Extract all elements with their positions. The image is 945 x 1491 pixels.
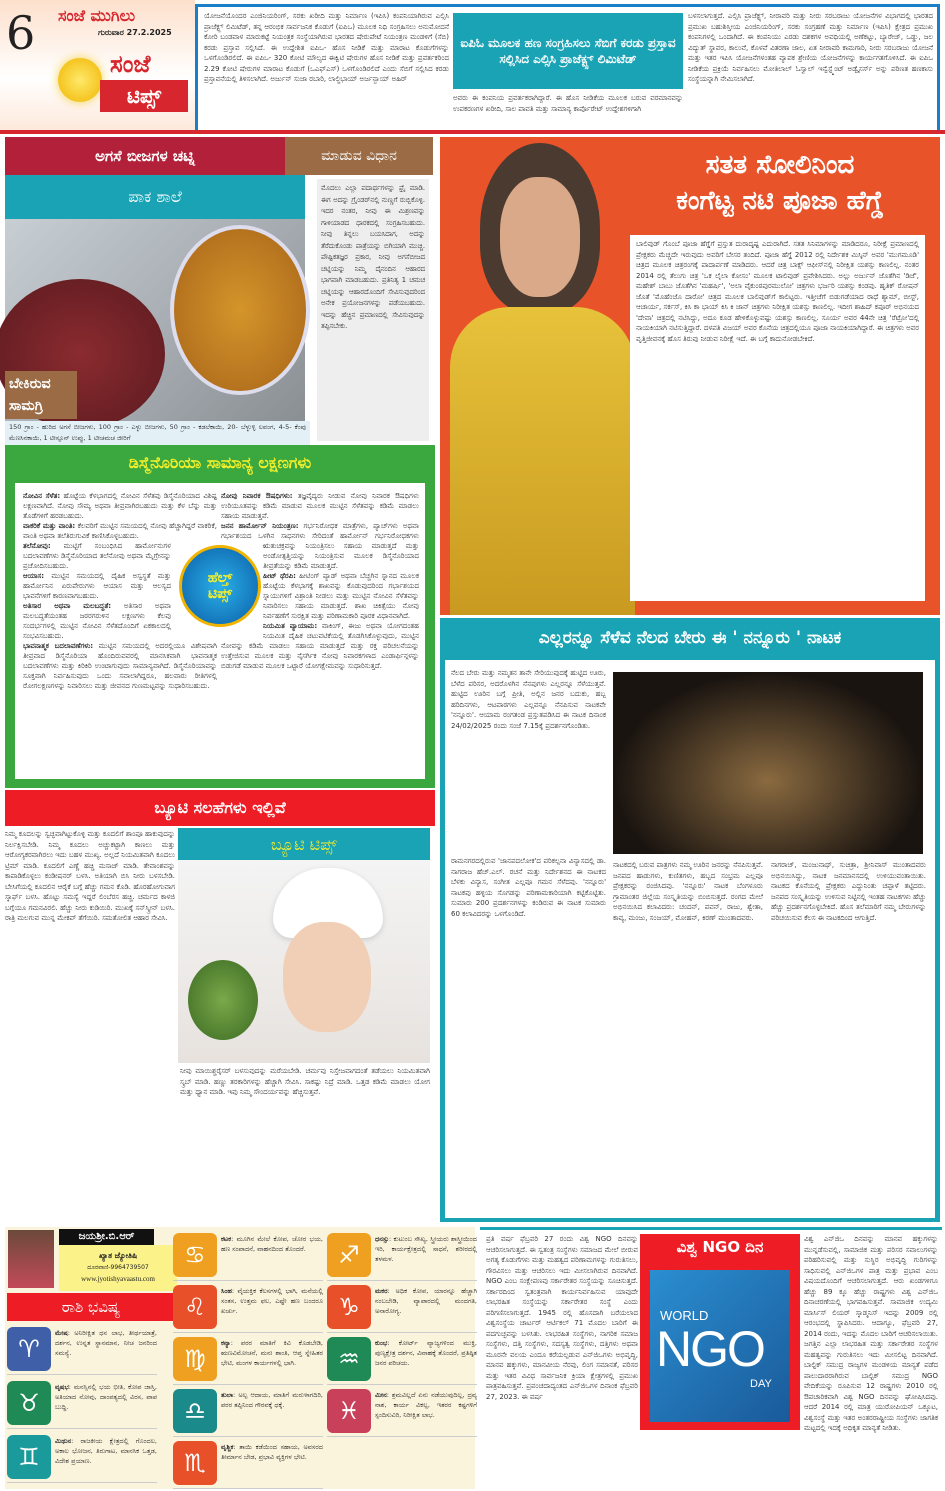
recipe-method-text: ಮೊದಲು ಎಲ್ಲಾ ಪದಾರ್ಥಗಳನ್ನು ಫ್ರೈ ಮಾಡಿ. ಈಗ ಅದನ್ನು ಗ್ರೈಂಡರ್‌ನಲ್ಲಿ ನುಣ್ಣಗೆ ರುಬ್ಬಿಕೊಳ್ಳಿ. ಇದರ ನಂತರ, ನೀವು ಈ ಮಿಶ್ರಣವನ್ನು ಗಾಳಿಯಾಡದ ಧಾರಕದಲ್ಲಿ ಸಂಗ್ರಹಿಸಬಹುದು. ನೀವು ತಿನ್ನಲು ಬಯಸಿದಾಗ, ಅದನ್ನು ತೆರೆದುಕೊಂಡು ಪಾತ್ರೆಯನ್ನು ಬಿಗಿಯಾಗಿ ಮುಚ್ಚಿ. ಪೌಷ್ಟಿಕತಜ್ಞರ ಪ್ರಕಾರ, ನೀವು ಅಗಸೆಬೀಜದ ಚಟ್ನಿಯನ್ನು ನಿಮ್ಮ ದೈನಂದಿನ ಆಹಾರದ ಭಾಗವಾಗಿ ಮಾಡಬಹುದು. ಪ್ರತಿನಿತ್ಯ 1 ಚಮಚ ಚಟ್ನಿಯನ್ನು ಆಹಾರದೊಂದಿಗೆ ಸೇವಿಸುವುದರಿಂದ ಅನೇಕ ಪ್ರಯೋಜನಗಳನ್ನು ಪಡೆಯಬಹುದು. ಇದನ್ನು ಹೆಚ್ಚಿನ ಪ್ರಮಾಣದಲ್ಲಿ ಸೇವಿಸುವುದನ್ನು ತಪ್ಪಿಸಬೇಕು. <box>317 179 429 441</box>
astrologer-name: ಜಯಶ್ರೀ.ಬಿ.ಆರ್ <box>59 1229 154 1245</box>
zodiac-prediction: ರಾಜಕೀಯ ಕ್ಷೇತ್ರದಲ್ಲಿ ಗೊಂದಲ, ಅಕಾಲ ಭೋಜನ, ತಿರುಗಾಟ, ಮಾನಸಿಕ ಒತ್ತಡ, ವಿದೇಶ ಪ್ರಯಾಣ. <box>55 1437 157 1465</box>
zodiac-name: ಮೇಷ <box>55 1329 68 1337</box>
zodiac-6-icon: ♎ <box>173 1389 217 1433</box>
zodiac-name: ಮೀನ <box>375 1391 387 1399</box>
drama-col-3: ನಾಗರಾಜ್, ಮಂಜುನಾಥ್, ಸುಚಿತ್ರಾ, ಶ್ರೀನಿವಾಸ್ ಮುಂತಾದವರು ಅಭಿನಯಿಸಿದ್ದು, ನಾಟಕ ಜನಮಾನಸದಲ್ಲಿ ಉಳಿಯುವಂತಾಯಿತು. ನಾಟಕದ ಕೊನೆಯಲ್ಲಿ ಪ್ರೇಕ್ಷಕರು ಎದ್ದುನಿಂತು ಚಪ್ಪಾಳೆ ತಟ್ಟಿದರು. ಜನಪದ ಸಂಸ್ಕೃತಿಯನ್ನು ಉಳಿಸುವ ನಿಟ್ಟಿನಲ್ಲಿ ಇಂತಹ ನಾಟಕಗಳು ಹೆಚ್ಚು ಹೆಚ್ಚು ಪ್ರದರ್ಶನಗೊಳ್ಳಬೇಕಿದೆ. ಹೊಸ ತಲೆಮಾರಿಗೆ ನಮ್ಮ ಬೇರುಗಳನ್ನು ಪರಿಚಯಿಸುವ ಕೆಲಸ ಈ ನಾಟಕದಿಂದ ಆಗುತ್ತಿದೆ. <box>771 861 926 922</box>
horoscope-section <box>5 1227 475 1489</box>
zodiac-prediction: ಕುಟುಂಬ ಸೌಖ್ಯ, ಸ್ತ್ರೀಯರು ಶಾಸ್ತ್ರೀಯಿಂದ ಇರಿ, ಕಾರ್ಯಕ್ಷೇತ್ರದಲ್ಲಿ ಸಾಧನೆ, ಶರೀರದಲ್ಲಿ ತಳಮಳ. <box>375 1235 477 1263</box>
horoscope-item: ♉ ವೃಷಭ: ಮನಸ್ಸಿನಲ್ಲಿ ಭಯ ಭೀತಿ, ಕೋಪ ಜಾಸ್ತಿ, ಅತಿಯಾದ ನೋವು, ದಾಂಪತ್ಯದಲ್ಲಿ ವಿರಸ, ಪಾಪ ಬುದ್ಧಿ. <box>7 1379 157 1429</box>
horoscope-item: ♑ ಮಕರ: ಅಧಿಕ ಕೋಪ, ಯಾರನ್ನೂ ಹೆಚ್ಚಾಗಿ ನಂಬಬೇಡಿ, ವ್ಯಾಪಾರದಲ್ಲಿ ಮಂದಗತಿ, ಅನಾರೋಗ್ಯ. <box>327 1283 477 1333</box>
zodiac-name: ವೃಶ್ಚಿಕ <box>221 1443 234 1451</box>
zodiac-name: ತುಲಾ <box>221 1391 234 1399</box>
zodiac-1-icon: ♉ <box>7 1381 51 1425</box>
zodiac-8-icon: ♐ <box>327 1233 371 1277</box>
zodiac-prediction: ಮೂಗಿನ ಮೇಲೆ ಕೋಪ, ಚೋರ ಭಯ, ಹಣ ಸಂಪಾದನೆ, ವಾಹನದಿಂದ ತೊಂದರೆ. <box>221 1235 323 1253</box>
horoscope-item: ♋ ಕಟಕ: ಮೂಗಿನ ಮೇಲೆ ಕೋಪ, ಚೋರ ಭಯ, ಹಣ ಸಂಪಾದನೆ, ವಾಹನದಿಂದ ತೊಂದರೆ. <box>173 1231 323 1281</box>
zodiac-4-icon: ♌ <box>173 1285 217 1329</box>
recipe-method-title: ಮಾಡುವ ವಿಧಾನ <box>285 137 433 175</box>
horoscope-item: ♍ ಕನ್ಯಾ: ಪರರ ಮಾತಿಗೆ ಕಿವಿ ಕೊಡಬೇಡಿ, ಋಣವಿಮೋಚನೆ, ಮನಃ ಶಾಂತಿ, ಆಪ್ತ ಸ್ನೇಹಿತರ ಭೇಟಿ, ಮಂಗಳ ಕಾರ್ಯಗಳಲ್ಲಿ ಭಾಗಿ. <box>173 1335 323 1385</box>
zodiac-10-icon: ♒ <box>327 1337 371 1381</box>
zodiac-prediction: ಮನಸ್ಸಿನಲ್ಲಿ ಭಯ ಭೀತಿ, ಕೋಪ ಜಾಸ್ತಿ, ಅತಿಯಾದ ನೋವು, ದಾಂಪತ್ಯದಲ್ಲಿ ವಿರಸ, ಪಾಪ ಬುದ್ಧಿ. <box>55 1383 157 1411</box>
health-tips-badge: ಹೆಲ್ತ್ ಟಿಪ್ಸ್ <box>179 545 261 627</box>
ipo-col-3: ಬಳಸಲಾಗುತ್ತದೆ. ಎಲ್ಸಿಸಿ ಪ್ರಾಜೆಕ್ಟ್ಸ್, ನೀರಾವರಿ ಮತ್ತು ನೀರು ಸರಬರಾಜು ಯೋಜನೆಗಳ ವಿಭಾಗದಲ್ಲಿ ಭಾರತದ ಪ್ರಮುಖ ಬಹುಶಿಸ್ತೀಯ ಎಂಜಿನಿಯರಿಂಗ್, ಸರಕು ಸಂಗ್ರಹಣೆ ಮತ್ತು ನಿರ್ಮಾಣ (ಇಪಿಸಿ) ಕ್ಷೇತ್ರದ ಪ್ರಮುಖ ಕಂಪನಿಗಳಲ್ಲಿ ಒಂದಾಗಿದೆ. ಈ ಕಂಪನಿಯು ಎರಡು ದಶಕಗಳ ಅವಧಿಯಲ್ಲಿ ಅಣೆಕಟ್ಟು, ಬ್ಯಾರೇಜ್, ಒಡ್ಡು, ಜಲ ವಿದ್ಯುತ್ ಸ್ಥಾವರ, ಕಾಲುವೆ, ಕೊಳವೆ ವಿತರಣಾ ಜಾಲ, ಏತ ನೀರಾವರಿ ಕಾಮಗಾರಿ, ನೀರು ಸರಬರಾಜು ಯೋಜನೆ ಮತ್ತು ಇತರ ಇಪಿಸಿ ಯೋಜನೆಗಳಂತಹ ವ್ಯಾಪಕ ಶ್ರೇಣಿಯ ಯೋಜನೆಗಳನ್ನು ಕಾರ್ಯಗತಗೊಳಿಸಿದೆ. ಈ ಐಪಿಒ ನೀಡಿಕೆಯ ಪ್ರಕ್ರಿಯೆ ನಿರ್ವಹಿಸಲು ಮೋತಿಲಾಲ್ ಓಸ್ವಾಲ್ ಇನ್ವೆಸ್ಟ್ಮೆಂಟ್ ಅಡ್ವೈಸರ್ಸ್ ಅನ್ನು ಪರಿಣತ ಹಣಕಾಸು ಸಂಸ್ಥೆಯನ್ನಾಗಿ ನೇಮಿಸಲಾಗಿದೆ. <box>688 12 933 83</box>
drama-intro: ನೆಲದ ಬೇರು ಮತ್ತು ನಮ್ಮತನ ತಾನೇ ಸೇರಿಯುವುದಕ್ಕೆ ಹುಟ್ಟಿದ ಊರು, ಬೆಳೆದ ಪರಿಸರ, ಅದರೊಳಗಿನ ನೆನಪುಗಳು ಎಲ್ಲರನ್ನೂ ಸೆಳೆಯುತ್ತವೆ. ಹುಟ್ಟಿದ ಊರಿನ ಬಗ್ಗೆ ಪ್ರೀತಿ, ಅಲ್ಲಿನ ಜನರ ಬದುಕು, ಹಬ್ಬ ಹರಿದಿನಗಳು, ಆಟಪಾಠಗಳು ಎಲ್ಲವನ್ನೂ ನೆನಪಿಸುವ ನಾಟಕವೇ 'ನನ್ನೂರು'. ಆಯಾಮ ರಂಗತಂಡ ಪ್ರಸ್ತುತಪಡಿಸಿದ ಈ ನಾಟಕ ದಿನಾಂಕ 24/02/2025 ರಂದು ಸಂಜೆ 7.15ಕ್ಕೆ ಪ್ರದರ್ಶನಗೊಂಡಿತು. <box>451 669 606 730</box>
ngo-day-graphic: ವಿಶ್ವ NGO ದಿನ WORLD NGO DAY <box>640 1234 800 1430</box>
horoscope-item: ♐ ಧನಸ್ಸು: ಕುಟುಂಬ ಸೌಖ್ಯ, ಸ್ತ್ರೀಯರು ಶಾಸ್ತ್ರೀಯಿಂದ ಇರಿ, ಕಾರ್ಯಕ್ಷೇತ್ರದಲ್ಲಿ ಸಾಧನೆ, ಶರೀರದಲ್ಲಿ ತಳಮಳ. <box>327 1231 477 1281</box>
paper-name: ಸಂಜೆ ಮುಗಿಲು <box>58 6 136 25</box>
zodiac-prediction: ಅನಿರೀಕ್ಷಿತ ಧನ ಲಾಭ, ತೀರ್ಥಯಾತ್ರೆ, ದರ್ಶನ, ಉನ್ನತ ಸ್ಥಾನಮಾನ, ನೀಚ ಜನರಿಂದ ಸಮಸ್ಯೆ. <box>55 1329 157 1357</box>
zodiac-name: ಧನಸ್ಸು <box>375 1235 389 1243</box>
zodiac-name: ಕುಂಭ <box>375 1339 388 1347</box>
health-title: ಡಿಸ್ಮೆನೊರಿಯಾ ಸಾಮಾನ್ಯ ಲಕ್ಷಣಗಳು <box>128 453 312 472</box>
zodiac-name: ಕಟಕ <box>221 1235 232 1243</box>
lightbulb-icon <box>58 58 102 102</box>
actress-headline: ಸತತ ಸೋಲಿನಿಂದ ಕಂಗೆಟ್ಟ ನಟಿ ಪೂಜಾ ಹೆಗ್ಡೆ <box>676 150 884 216</box>
drama-stage-photo <box>613 672 923 854</box>
drama-col-1: ರಾಮನಗರದಲ್ಲಿರುವ 'ಜಾನಪದಲೋಕ'ದ ಪರಿಕಲ್ಪನಾ ವಿನ್ಯಾಸದಲ್ಲಿ ಡಾ. ನಾಗರಾಜ ಹೆಚ್.ಎಲ್. ರಚನೆ ಮತ್ತು ನಿರ್ದೇಶನದ ಈ ನಾಟಕದ ಬೆಳಕು ವಿನ್ಯಾಸ, ಸಂಗೀತ ಎಲ್ಲವೂ ಗಮನ ಸೆಳೆದವು. 'ನನ್ನೂರು' ನಾಟಕವು ಹಳ್ಳಿಯ ಸೊಗಡನ್ನು ಪರಿಣಾಮಕಾರಿಯಾಗಿ ಕಟ್ಟಿಕೊಟ್ಟಿತು. ಸುಮಾರು 200 ಪ್ರದರ್ಶನಗಳನ್ನು ಕಂಡಿರುವ ಈ ನಾಟಕ ಸುಮಾರು 60 ಕಲಾವಿದರನ್ನು ಒಳಗೊಂಡಿದೆ. <box>451 857 606 918</box>
zodiac-prediction: ಅಲ್ಪ ಆದಾಯ, ಮಾತಿಗೆ ಮರುಳಾಗದಿರಿ, ಪರರ ತಪ್ಪಿನಿಂದ ಗೌರವಕ್ಕೆ ಧಕ್ಕೆ. <box>221 1391 323 1409</box>
health-right-col: ನೋವು ನಿವಾರಕ ಔಷಧಿಗಳು: ತಜ್ಞವೈದ್ಯರು ನೀಡುವ ನೋವು ನಿವಾರಕ ಔಷಧಿಗಳು ಉರಿಯೂತವನ್ನು ಕಡಿಮೆ ಮಾಡುವ ಮೂಲಕ ಮುಟ್ಟಿನ ಸೆಳೆತವನ್ನು ಕಡಿಮೆ ಮಾಡಲು ಸಹಾಯ ಮಾಡುತ್ತವೆ. ಜನನ ಹಾರ್ಮೋನ್ ನಿಯಂತ್ರಣ: ಗರ್ಭನಿರೋಧಕ ಮಾತ್ರೆಗಳು, ಪ್ಯಾಚ್‌ಗಳು ಅಥವಾ ಗರ್ಭಾಶಯದ ಒಳಗಿನ ಸಾಧನಗಳು ಸೇರಿದಂತೆ ಹಾರ್ಮೋನ್ ಗರ್ಭನಿರೋಧಕಗಳು ಋತುಚಕ್ರವನ್ನು ನಿಯಂತ್ರಿಸಲು ಸಹಾಯ ಮಾಡುತ್ತದೆ ಮತ್ತು ಅಂಡೋತ್ಪತ್ತಿಯನ್ನು ನಿಯಂತ್ರಿಸುವ ಮೂಲಕ ಡಿಸ್ಮೆನೊರಿಯಾದ ತೀವ್ರತೆಯನ್ನು ಕಡಿಮೆ ಮಾಡುತ್ತದೆ. ಹೀಟ್ ಥೆರಪಿ: ಹೀಟಿಂಗ್ ಪ್ಯಾಡ್ ಅಥವಾ ಬೆಚ್ಚಗಿನ ಸ್ನಾನದ ಮೂಲಕ ಹೊಟ್ಟೆಯ ಕೆಳಭಾಗಕ್ಕೆ ಶಾಖವನ್ನು ಕೊಡುವುದರಿಂದ ಗರ್ಭಾಶಯದ ಸ್ನಾಯುಗಳಿಗೆ ವಿಶ್ರಾಂತಿ ನೀಡಲು ಮತ್ತು ಮುಟ್ಟಿನ ನೋವಿನ ಸೆಳೆತವನ್ನು ನಿವಾರಿಸಲು ಸಹಾಯ ಮಾಡುತ್ತದೆ. ಶಾಖ ಚಿಕಿತ್ಸೆಯು ನೋವು ನಿರ್ವಹಣೆಗೆ ಸುರಕ್ಷಿತ ಮತ್ತು ಪರಿಣಾಮಕಾರಿ ಪೂರಕ ವಿಧಾನವಾಗಿದೆ. ನಿಯಮಿತ ವ್ಯಾಯಾಮ: ವಾಕಿಂಗ್, ಈಜು ಅಥವಾ ಯೋಗದಂತಹ ನಿಯಮಿತ ದೈಹಿಕ ಚಟುವಟಿಕೆಯಲ್ಲಿ ತೊಡಗಿಸಿಕೊಳ್ಳುವುದು, ಮುಟ್ಟಿನ ನೋವನ್ನು ಕಡಿಮೆ ಮಾಡಲು ಸಹಾಯ ಮಾಡುತ್ತದೆ ಮತ್ತು ರಕ್ತ ಪರಿಚಲನೆಯನ್ನು ಉತ್ತೇಜಿಸುವ ಮೂಲಕ ಮತ್ತು ನೈಸರ್ಗಿಕ ನೋವು ನಿವಾರಕಗಳಾದ ಎಂಡಾರ್ಫಿನ್ಗಳನ್ನು ಬಿಡುಗಡೆ ಮಾಡುವ ಮೂಲಕ ಒಟ್ಟಾರೆ ಯೋಗಕ್ಷೇಮವನ್ನು ಸುಧಾರಿಸುತ್ತದೆ. <box>221 492 419 670</box>
recipe-section-label: ಪಾಕ ಶಾಲೆ <box>5 175 305 219</box>
beauty-title: ಬ್ಯೂಟಿ ಸಲಹೆಗಳು ಇಲ್ಲಿವೆ <box>5 790 435 826</box>
horoscope-item: ♊ ಮಿಥುನ: ರಾಜಕೀಯ ಕ್ಷೇತ್ರದಲ್ಲಿ ಗೊಂದಲ, ಅಕಾಲ ಭೋಜನ, ತಿರುಗಾಟ, ಮಾನಸಿಕ ಒತ್ತಡ, ವಿದೇಶ ಪ್ರಯಾಣ. <box>7 1433 157 1483</box>
ingredients-title: ಬೇಕಿರುವ ಸಾಮಗ್ರಿ <box>5 371 77 419</box>
ipo-headline: ಐಪಿಓ ಮೂಲಕ ಹಣ ಸಂಗ್ರಹಿಸಲು ಸೆಬಿಗೆ ಕರಡು ಪ್ರಸ್ತಾವ ಸಲ್ಲಿಸಿದ ಎಲ್ಸಿಸಿ ಪ್ರಾಜೆಕ್ಟ್ಸ್ ಲಿಮಿಟೆಡ್ <box>453 13 683 89</box>
masthead <box>0 0 195 130</box>
zodiac-3-icon: ♋ <box>173 1233 217 1277</box>
beauty-col-2: ನೀವು ಮಾಯಿಶ್ಚರೈಸರ್ ಬಳಸುವುದನ್ನು ಮರೆಯಬೇಡಿ. ಚರ್ಮವು ನಿಸ್ತೇಜವಾಗದಂತೆ ತಡೆಯಲು ನಿಯಮಿತವಾಗಿ ಸ್ಕ್ರಬ್ ಮಾಡಿ. ಹಣ್ಣು ತರಕಾರಿಗಳನ್ನು ಹೆಚ್ಚಾಗಿ ಸೇವಿಸಿ. ಸಾಕಷ್ಟು ನಿದ್ರೆ ಮಾಡಿ. ಒತ್ತಡ ಕಡಿಮೆ ಮಾಡಲು ಯೋಗ ಮತ್ತು ಧ್ಯಾನ ಮಾಡಿ. ಇವು ನಿಮ್ಮ ಸೌಂದರ್ಯವನ್ನು ಹೆಚ್ಚಿಸುತ್ತವೆ. <box>180 1067 430 1096</box>
health-left-col: ನೋವಿನ ಸೆಳೆತ: ಹೊಟ್ಟೆಯ ಕೆಳಭಾಗದಲ್ಲಿ ನೋವಿನ ಸೆಳೆತವು ಡಿಸ್ಮೆನೊರಿಯಾದ ವಿಶಿಷ್ಟ ಲಕ್ಷಣವಾಗಿದೆ. ನೋವು ಸೌಮ್ಯ ಅಥವಾ ತೀವ್ರವಾಗಿರಬಹುದು ಮತ್ತು ಕೆಳ ಬೆನ್ನು ಮತ್ತು ತೊಡೆಗಳಿಗೆ ಹರಡಬಹುದು. ವಾಕರಿಕೆ ಮತ್ತು ವಾಂತಿ: ಕೆಲವರಿಗೆ ಮುಟ್ಟಿನ ಸಮಯದಲ್ಲಿ ನೋವು ಹೆಚ್ಚಾಗಿದ್ದರೆ ವಾಕರಿಕೆ, ವಾಂತಿ ಅಥವಾ ತಲೆತಿರುಗುವಿಕೆ ಕಾಣಿಸಿಕೊಳ್ಳಬಹುದು. ತಲೆನೋವು: ಮುಟ್ಟಿಗೆ ಸಂಬಂಧಿಸಿದ ಹಾರ್ಮೋನುಗಳ ಬದಲಾವಣೆಗಳು ಡಿಸ್ಮೆನೊರಿಯಾದ ತಲೆನೋವು ಅಥವಾ ಮೈಗ್ರೇನನ್ನು ಪ್ರಚೋದಿಸಬಹುದು. ಆಯಾಸ: ಮುಟ್ಟಿನ ಸಮಯದಲ್ಲಿ ದೈಹಿಕ ಅಸ್ವಸ್ಥತೆ ಮತ್ತು ಹಾರ್ಮೋನಿನ ಏರುಪೇರುಗಳು ಆಯಾಸ ಮತ್ತು ಆಲಸ್ಯದ ಭಾವನೆಗಳಿಗೆ ಕಾರಣವಾಗಬಹುದು. ಅತಿಸಾರ ಅಥವಾ ಮಲಬದ್ಧತೆ: ಅತಿಸಾರ ಅಥವಾ ಮಲಬದ್ಧತೆಯಂತಹ ಜಠರಗರುಳಿನ ಲಕ್ಷಣಗಳು ಕೆಲವು ಸಂದರ್ಭಗಳಲ್ಲಿ ಮುಟ್ಟಿನ ನೋವಿನ ಸೆಳೆತದೊಂದಿಗೆ ಏಕಕಾಲದಲ್ಲಿ ಸಂಭವಿಸಬಹುದು. ಭಾವನಾತ್ಮಕ ಬದಲಾವಣೆಗಳು: ಮುಟ್ಟಿನ ಸಮಯದಲ್ಲಿ ಅದರಲ್ಲಿಯೂ ವಿಶೇಷವಾಗಿ ತೀವ್ರವಾದ ಡಿಸ್ಮೆನೊರಿಯಾ ಹೊಂದಿರುವವರಲ್ಲಿ ಮಾನಸಿಕವಾಗಿ ಭಾವನಾತ್ಮಕ ಬದಲಾವಣೆಗಳು ಮತ್ತು ಕಿರಿಕಿರಿ ಉಂಟಾಗುವುದು ಸಾಮಾನ್ಯವಾಗಿದೆ. ಡಿಸ್ಮೆನೊರಿಯಾವನ್ನು ಸೂಕ್ತವಾಗಿ ನಿರ್ವಹಿಸುವುದು ಒಂದು ಸವಾಲಾಗಿದ್ದರೂ, ಹಲವಾರು ರೀತಿಗಳಲ್ಲಿ ರೋಗಲಕ್ಷಣಗಳನ್ನು ನಿವಾರಿಸಲು ಮತ್ತು ಜೀವನದ ಗುಣಮಟ್ಟವನ್ನು ಸುಧಾರಿಸಬಹುದು. <box>23 492 217 690</box>
astrologer-website[interactable]: www.jyotishyavaastu.com <box>81 1275 155 1283</box>
zodiac-name: ಮಿಥುನ <box>55 1437 72 1445</box>
horoscope-title: ರಾಶಿ ಭವಿಷ್ಯ <box>7 1293 175 1321</box>
zodiac-name: ಕನ್ಯಾ <box>221 1339 231 1347</box>
horoscope-item: ♎ ತುಲಾ: ಅಲ್ಪ ಆದಾಯ, ಮಾತಿಗೆ ಮರುಳಾಗದಿರಿ, ಪರರ ತಪ್ಪಿನಿಂದ ಗೌರವಕ್ಕೆ ಧಕ್ಕೆ. <box>173 1387 323 1437</box>
ipo-article <box>195 4 940 130</box>
zodiac-prediction: ಪರರ ಮಾತಿಗೆ ಕಿವಿ ಕೊಡಬೇಡಿ, ಋಣವಿಮೋಚನೆ, ಮನಃ ಶಾಂತಿ, ಆಪ್ತ ಸ್ನೇಹಿತರ ಭೇಟಿ, ಮಂಗಳ ಕಾರ್ಯಗಳಲ್ಲಿ ಭಾಗಿ. <box>221 1339 323 1367</box>
issue-date: ಗುರುವಾರ 27.2.2025 <box>98 28 172 37</box>
ngo-title: ವಿಶ್ವ NGO ದಿನ <box>676 1238 764 1256</box>
drama-col-2: ನಾಟಕದಲ್ಲಿ ಬರುವ ಪಾತ್ರಗಳು ನಮ್ಮ ಊರಿನ ಜನರನ್ನು ನೆನಪಿಸುತ್ತವೆ. ಜನಪದ ಹಾಡುಗಳು, ಕುಣಿತಗಳು, ಹಬ್ಬದ ಸಂಭ್ರಮ ಎಲ್ಲವೂ ಪ್ರೇಕ್ಷಕರನ್ನು ರಂಜಿಸಿದವು. 'ನನ್ನೂರು' ನಾಟಕ ಬೆಂಗಳೂರು ಗ್ರಾಮಾಂತರ ಜಿಲ್ಲೆಯ ಸಂಸ್ಕೃತಿಯನ್ನು ಬಿಂಬಿಸುತ್ತದೆ. ರಂಗದ ಮೇಲೆ ಅಭಿನಯಿಸಿದ ಕಲಾವಿದರು: ಚಂದನ್, ಪವನ್, ರಾಜು, ಶ್ವೇತಾ, ಕಾವ್ಯ, ಮಂಜು, ಸಂಜಯ್, ಮೋಹನ್, ಕಿರಣ್ ಮುಂತಾದವರು. <box>613 861 763 922</box>
zodiac-9-icon: ♑ <box>327 1285 371 1329</box>
beauty-col-1: ನಿಮ್ಮ ಕೂದಲನ್ನು ಸ್ವಚ್ಛವಾಗಿಟ್ಟುಕೊಳ್ಳಿ ಮತ್ತು ಕೂದಲಿಗೆ ಶಾಂಪೂ ಹಾಕುವುದನ್ನು ನಿರ್ಲಕ್ಷಿಸಬೇಡಿ. ನಿಮ್ಮ ಕೂದಲು ಅಚ್ಚುಕಟ್ಟಾಗಿ ಕಾಣಲು ಮತ್ತು ಆರೋಗ್ಯಕರವಾಗಿರಲು ಇದು ಬಹಳ ಮುಖ್ಯ. ಅಲ್ಲದೆ ನಿಯಮಿತವಾಗಿ ಕೂದಲು ಟ್ರಿಮ್ ಮಾಡಿ. ಕೂದಲಿಗೆ ಎಣ್ಣೆ ಹಚ್ಚಿ ಮಸಾಜ್ ಮಾಡಿ. ತೇವಾಂಶವನ್ನು ಕಾಪಾಡಿಕೊಳ್ಳಲು ಕಂಡೀಷನರ್ ಬಳಸಿ. ಅತಿಯಾಗಿ ಬಿಸಿ ನೀರು ಬಳಸಬೇಡಿ. ಬೇಸಿಗೆಯಲ್ಲಿ ಕೂದಲಿನ ಆರೈಕೆ ಬಗ್ಗೆ ಹೆಚ್ಚು ಗಮನ ಕೊಡಿ. ಹೊರಹೋಗುವಾಗ ಸ್ಕಾರ್ಫ್ ಬಳಸಿ. ಹೊಟ್ಟು ಸಮಸ್ಯೆ ಇದ್ದರೆ ಲಿಂಬೆರಸ ಹಚ್ಚಿ. ಚರ್ಮದ ಕಾಳಜಿ ಬಗ್ಗೆಯೂ ಗಮನವಿರಲಿ. ಹೆಚ್ಚು ನೀರು ಕುಡಿಯಿರಿ. ಮುಖಕ್ಕೆ ಸನ್‌ಸ್ಕ್ರೀನ್ ಬಳಸಿ. ರಾತ್ರಿ ಮಲಗುವ ಮುನ್ನ ಮೇಕಪ್ ತೆಗೆಯಿರಿ. ಸಮತೋಲಿತ ಆಹಾರ ಸೇವಿಸಿ. <box>5 830 175 922</box>
section-title-tips: ಟಿಪ್ಸ್ <box>100 80 188 112</box>
zodiac-prediction: ಕೋರ್ಟ್ ವ್ಯಾಜ್ಯಗಳಿಂದ ಮುಕ್ತಿ, ಪುಣ್ಯಕ್ಷೇತ್ರ ದರ್ಶನ, ವಿವಾಹಕ್ಕೆ ತೊಂದರೆ, ಪ್ರತಿಷ್ಠಿತ ಜನರ ಪರಿಚಯ. <box>375 1339 477 1367</box>
ipo-col-1: ಯೋಜನೆಯೊಂದರ ಎಂಜಿನಿಯರಿಂಗ್, ಸರಕು ಖರೀದಿ ಮತ್ತು ನಿರ್ಮಾಣ (ಇಪಿಸಿ) ಕಂಪನಿಯಾಗಿರುವ ಎಲ್ಸಿಸಿ ಪ್ರಾಜೆಕ್ಟ್ಸ್ ಲಿಮಿಟೆಡ್, ತನ್ನ ಆರಂಭಿಕ ಸಾರ್ವಜನಿಕ ಕೊಡುಗೆ (ಐಪಿಒ) ಮೂಲಕ ನಿಧಿ ಸಂಗ್ರಹಿಸಲು ಅನುಮೋದನೆ ಕೋರಿ ಬಂಡವಾಳ ಮಾರುಕಟ್ಟೆ ನಿಯಂತ್ರಕ ಸಂಸ್ಥೆಯಾಗಿರುವ ಭಾರತದ ಷೇರುಪೇಟೆ ನಿಯಂತ್ರಣ ಮಂಡಳಿಗೆ (ಸೆಬಿ) ಕರಡು ಪ್ರಸ್ತಾವ ಸಲ್ಲಿಸಿದೆ. ಈ ಉದ್ದೇಶಿತ ಐಪಿಒ- ಹೊಸ ನೀಡಿಕೆ ಮತ್ತು ಮಾರಾಟ ಕೊಡುಗೆಗಳನ್ನು ಒಳಗೊಂಡಿರಲಿದೆ. ಈ ಐಪಿಒ- 320 ಕೋಟಿ ಮೌಲ್ಯದ ಈಕ್ವಿಟಿ ಷೇರುಗಳ ಹೊಸ ನೀಡಿಕೆ ಮತ್ತು ಪ್ರವರ್ತಕರಿಂದ 2.29 ಕೋಟಿ ಷೇರುಗಳ ಮಾರಾಟ ಕೊಡುಗೆ (ಒಎಫ್ಎಸ್) ಒಳಗೊಂಡಿರಲಿದೆ ಎಂದು ಸೆಬಿಗೆ ಸಲ್ಲಿಸಿದ ಕರಡು ಪ್ರಸ್ತಾವನೆಯಲ್ಲಿ ತಿಳಿಸಲಾಗಿದೆ. ಅರ್ಜುನ್ ಸುಜಾ ರಬಾರಿ, ಲಾಲ್ಜಿಭಾಯ್ ಅರ್ಜನ್ಭಾಯ್ ಅಹಿರ್ <box>204 12 449 83</box>
actress-article-body: ಬಾಲಿವುಡ್ ಗೊಂಬೆ ಪೂಜಾ ಹೆಗ್ಡೆಗೆ ಪ್ರಸ್ತುತ ದುರಾದೃಷ್ಟ ಎದುರಾಗಿದೆ. ಸತತ ಸಿನಿಮಾಗಳನ್ನು ಮಾಡಿದರೂ, ನಿರೀಕ್ಷೆ ಪ್ರಮಾಣದಲ್ಲಿ ಪ್ರೇಕ್ಷಕರು ಮೆಚ್ಚದೇ ಇರುವುದು ಅವರಿಗೆ ಬೇಸರ ತಂದಿದೆ. ಪೂಜಾ ಹೆಗ್ಡೆ 2012 ರಲ್ಲಿ ನಿರ್ದೇಶಕ ಮಿಸ್ಕಿನ್ ಅವರ 'ಮುಗಮೂಡಿ' ಚಿತ್ರದ ಮೂಲಕ ಚಿತ್ರರಂಗಕ್ಕೆ ಪಾದಾರ್ಪಣೆ ಮಾಡಿದರು. ಆದರೆ ಚಿತ್ರ ಬಾಕ್ಸ್ ಆಫೀಸ್‌ನಲ್ಲಿ ನಿರೀಕ್ಷಿತ ಯಶಸ್ಸು ಕಾಣಲಿಲ್ಲ. ನಂತರ 2014 ರಲ್ಲಿ ತೆಲುಗು ಚಿತ್ರ 'ಒಕ ಲೈಲಾ ಕೋಸಂ' ಮೂಲಕ ಟಾಲಿವುಡ್ ಪ್ರವೇಶಿಸಿದರು. ಅಲ್ಲು ಅರ್ಜುನ್ ಜೊತೆಗಿನ 'ಡಿಜೆ', ಮಹೇಶ್ ಬಾಬು ಜೊತೆಗಿನ 'ಮಹರ್ಷಿ', 'ಅಲಾ ವೈಕುಂಠಪುರಮುಲೋ' ಚಿತ್ರಗಳು ಭರ್ಜರಿ ಯಶಸ್ಸು ಕಂಡವು. ಹೃತಿಕ್ ರೋಷನ್ ಜೊತೆ 'ಮೊಹೆಂಜೊ ದಾರೋ' ಚಿತ್ರದ ಮೂಲಕ ಬಾಲಿವುಡ್‌ಗೆ ಕಾಲಿಟ್ಟರು. ಇತ್ತೀಚೆಗೆ ಬಿಡುಗಡೆಯಾದ ರಾಧೆ ಶ್ಯಾಮ್, ಬೀಸ್ಟ್, ಆಚಾರ್ಯ, ಸರ್ಕಸ್, ಕಿಸಿ ಕಾ ಭಾಯ್ ಕಿಸಿ ಕಿ ಜಾನ್ ಚಿತ್ರಗಳು ನಿರೀಕ್ಷಿತ ಯಶಸ್ಸು ಕಾಣಲಿಲ್ಲ. ಇದೀಗ ಶಾಹಿದ್ ಕಪೂರ್ ಅಭಿನಯದ 'ದೇವಾ' ಚಿತ್ರದಲ್ಲಿ ನಟಿಸಿದ್ದು, ಅದೂ ಕೂಡ ಹೇಳಿಕೊಳ್ಳುವಷ್ಟು ಯಶಸ್ಸು ಕಾಣಲಿಲ್ಲ. ಸೂರ್ಯ ಅವರ 44ನೇ ಚಿತ್ರ 'ರೆಟ್ರೋ'ದಲ್ಲಿ ನಾಯಕಿಯಾಗಿ ನಟಿಸುತ್ತಿದ್ದಾರೆ. ದಳಪತಿ ವಿಜಯ್ ಅವರ ಕೊನೆಯ ಚಿತ್ರದಲ್ಲಿಯೂ ಪೂಜಾ ನಾಯಕಿಯಾಗಿದ್ದಾರೆ. ಈ ಚಿತ್ರಗಳು ಅವರ ವೃತ್ತಿಜೀವನಕ್ಕೆ ಹೊಸ ತಿರುವು ನೀಡುವ ನಿರೀಕ್ಷೆ ಇದೆ. ಈ ಬಗ್ಗೆ ಕಾದುನೋಡಬೇಕಿದೆ. <box>630 235 925 601</box>
zodiac-prediction: ತಾಯಿ ಕಡೆಯಿಂದ ಸಹಾಯ, ಅವಸರದ ತೀರ್ಮಾನ ಬೇಡ, ಪ್ರಭಾವಿ ವ್ಯಕ್ತಿಗಳ ಭೇಟಿ. <box>221 1443 323 1461</box>
spa-woman-photo <box>178 860 430 1063</box>
astrologer-title: ಖ್ಯಾತ ಜ್ಯೋತಿಷಿ <box>98 1251 138 1260</box>
ingredients-list: 150 ಗ್ರಾಂ - ಹುರಿದ ಅಗಸೆ ಬೀಜಗಳು, 100 ಗ್ರಾಂ - ಎಳ್ಳು ಬೀಜಗಳು, 50 ಗ್ರಾಂ - ಕಡಲೆಕಾಯಿ, 20- ಬೆಳ್ಳುಳ್ಳಿ ಲವಂಗ, 4-5- ಕೆಂಪು ಮೆಣಸಿನಕಾಯಿ, 1 ಟೀಸ್ಪೂನ್ ಉಪ್ಪು, 1 ಟೀಚಮಚ ಜೀರಿಗೆ <box>5 421 310 445</box>
zodiac-name: ಸಿಂಹ <box>221 1287 232 1295</box>
zodiac-prediction: ಅಧಿಕ ಕೋಪ, ಯಾರನ್ನೂ ಹೆಚ್ಚಾಗಿ ನಂಬಬೇಡಿ, ವ್ಯಾಪಾರದಲ್ಲಿ ಮಂದಗತಿ, ಅನಾರೋಗ್ಯ. <box>375 1287 477 1315</box>
zodiac-prediction: ಶ್ರಮವಿಲ್ಲದೆ ಏನು ನಡೆಯುವುದಿಲ್ಲ, ದ್ರವ್ಯ ನಾಶ, ಕಾರ್ಯ ವಿಕಲ್ಪ, ಇತರರ ಕಷ್ಟಗಳಿಗೆ ಸ್ಪಂದಿಸುವಿರಿ, ನಿರೀಕ್ಷಿತ ಲಾಭ. <box>375 1391 477 1419</box>
page-number: 6 <box>6 6 36 60</box>
divider <box>0 130 945 134</box>
zodiac-name: ಮಕರ <box>375 1287 388 1295</box>
zodiac-11-icon: ♓ <box>327 1389 371 1433</box>
ngo-article <box>480 1227 942 1489</box>
zodiac-0-icon: ♈ <box>7 1327 51 1371</box>
section-title-sanje: ಸಂಜೆ <box>110 50 151 78</box>
zodiac-5-icon: ♍ <box>173 1337 217 1381</box>
astrologer-phone: ದೂರವಾಣಿ-9964739507 <box>87 1264 149 1271</box>
horoscope-item: ♒ ಕುಂಭ: ಕೋರ್ಟ್ ವ್ಯಾಜ್ಯಗಳಿಂದ ಮುಕ್ತಿ, ಪುಣ್ಯಕ್ಷೇತ್ರ ದರ್ಶನ, ವಿವಾಹಕ್ಕೆ ತೊಂದರೆ, ಪ್ರತಿಷ್ಠಿತ ಜನರ ಪರಿಚಯ. <box>327 1335 477 1385</box>
ngo-col-2: ವಿಶ್ವ ಎನ್‌ಜಿಒ ದಿನವನ್ನು ಮಾನವ ಹಕ್ಕುಗಳನ್ನು ಮುನ್ನಡೆಸುವಲ್ಲಿ, ಸಾಮಾಜಿಕ ಮತ್ತು ಪರಿಸರ ಸವಾಲುಗಳನ್ನು ಪರಿಹರಿಸುವಲ್ಲಿ ಮತ್ತು ಸುಸ್ಥಿರ ಅಭಿವೃದ್ಧಿ ಗುರಿಗಳನ್ನು ಸಾಧಿಸುವಲ್ಲಿ ಎನ್‌ಜಿಒಗಳ ಪಾತ್ರ ಮತ್ತು ಪ್ರಭಾವ ಎಂಬ ವಿಷಯದೊಂದಿಗೆ ಆಚರಿಸಲಾಗುತ್ತದೆ. ಆರು ಖಂಡಗಳಿಗೂ ಹೆಚ್ಚು 89 ಕ್ಕೂ ಹೆಚ್ಚು ರಾಷ್ಟ್ರಗಳು ವಿಶ್ವ ಎನ್‌ಜಿಒ ದಿನಾಚರಣೆಯಲ್ಲಿ ಭಾಗವಹಿಸುತ್ತವೆ. ಸಾಮಾಜಿಕ ಉದ್ಯಮಿ ಮಾರ್ಸಿಸ್ ಲಿಯರ್ ಸ್ಕಾಡ್ಮನಿಸ್ ಇದನ್ನು 2009 ರಲ್ಲಿ ಆರಂಭದಲ್ಲಿ ಸ್ಥಾಪಿಸಿದರು. ಆದಾಗ್ಯೂ, ಫೆಬ್ರವರಿ 27, 2014 ರಂದು, ಇದನ್ನು ಮೊದಲ ಬಾರಿಗೆ ಆಚರಿಸಲಾಯಿತು. ಜಗತ್ತಿನ ಎಲ್ಲಾ ಲಾಭರಹಿತ ಮತ್ತು ಸರ್ಕಾರೇತರ ಸಂಸ್ಥೆಗಳ ಮಹತ್ವವನ್ನು ಗುರುತಿಸಲು ಇದು ಮೀಸಲಿಟ್ಟ ದಿನವಾಗಿದೆ. ಬಾಲ್ಟಿಕ್ ಸಮುದ್ರ ರಾಜ್ಯಗಳ ಮಂಡಳಿಯ ಮಾನ್ಯತೆ ಪಡೆದ ಪಾಲುದಾರರಾಗಿರುವ ಬಾಲ್ಟಿಕ್ ಸಮುದ್ರ NGO ವೇದಿಕೆಯನ್ನು ರೂಪಿಸುವ 12 ರಾಷ್ಟ್ರಗಳು 2010 ರಲ್ಲಿ ಔಪಚಾರಿಕವಾಗಿ ವಿಶ್ವ NGO ದಿನವನ್ನು ಘೋಷಿಸಿದವು. ಆದರೆ 2014 ರಲ್ಲಿ ಮಾತ್ರ ಯುರೋಪಿಯನ್ ಒಕ್ಕೂಟ, ವಿಶ್ವಸಂಸ್ಥೆ ಮತ್ತು ಇತರ ಅಂತರರಾಷ್ಟ್ರೀಯ ಸಂಸ್ಥೆಗಳು ಜಾಗತಿಕ ಮಟ್ಟದಲ್ಲಿ ಇದಕ್ಕೆ ಅಧಿಕೃತ ಮಾನ್ಯತೆ ನೀಡಿತು. <box>804 1235 938 1432</box>
recipe-title: ಅಗಸೆ ಬೀಜಗಳ ಚಟ್ನಿ <box>5 137 285 175</box>
horoscope-item: ♏ ವೃಶ್ಚಿಕ: ತಾಯಿ ಕಡೆಯಿಂದ ಸಹಾಯ, ಅವಸರದ ತೀರ್ಮಾನ ಬೇಡ, ಪ್ರಭಾವಿ ವ್ಯಕ್ತಿಗಳ ಭೇಟಿ. <box>173 1439 323 1489</box>
zodiac-7-icon: ♏ <box>173 1441 217 1485</box>
pooja-hegde-photo <box>440 137 640 615</box>
zodiac-2-icon: ♊ <box>7 1435 51 1479</box>
horoscope-item: ♓ ಮೀನ: ಶ್ರಮವಿಲ್ಲದೆ ಏನು ನಡೆಯುವುದಿಲ್ಲ, ದ್ರವ್ಯ ನಾಶ, ಕಾರ್ಯ ವಿಕಲ್ಪ, ಇತರರ ಕಷ್ಟಗಳಿಗೆ ಸ್ಪಂದಿಸುವಿರಿ, ನಿರೀಕ್ಷಿತ ಲಾಭ. <box>327 1387 477 1437</box>
ipo-col-2: ಅವರು ಈ ಕಂಪನಿಯ ಪ್ರವರ್ತಕರಾಗಿದ್ದಾರೆ. ಈ ಹೊಸ ನೀಡಿಕೆಯ ಮೂಲಕ ಬರುವ ವರಮಾನವನ್ನು ಉಪಕರಣಗಳ ಖರೀದಿ, ಸಾಲ ಪಾವತಿ ಮತ್ತು ಸಾಮಾನ್ಯ ಕಾರ್ಪೊರೇಟ್ ಉದ್ದೇಶಗಳಿಗಾಗಿ <box>453 94 683 113</box>
horoscope-item: ♈ ಮೇಷ: ಅನಿರೀಕ್ಷಿತ ಧನ ಲಾಭ, ತೀರ್ಥಯಾತ್ರೆ, ದರ್ಶನ, ಉನ್ನತ ಸ್ಥಾನಮಾನ, ನೀಚ ಜನರಿಂದ ಸಮಸ್ಯೆ. <box>7 1325 157 1375</box>
zodiac-name: ವೃಷಭ <box>55 1383 69 1391</box>
zodiac-prediction: ವೈಯಕ್ತಿಕ ಕೆಲಸಗಳಲ್ಲಿ ಭಾಗಿ, ಮನೆಯಲ್ಲಿ ಸಂತಸ, ಉತ್ತಮ ಫಲ, ಎಷ್ಟೇ ಹಣ ಬಂದರೂ ಖರ್ಚು. <box>221 1287 323 1315</box>
astrologer-photo <box>8 1230 54 1288</box>
ngo-col-1: ಪ್ರತಿ ವರ್ಷ ಫೆಬ್ರವರಿ 27 ರಂದು ವಿಶ್ವ NGO ದಿನವನ್ನು ಆಚರಿಸಲಾಗುತ್ತದೆ. ಈ ಸ್ವತಂತ್ರ ಸಂಸ್ಥೆಗಳು ಸಮಾಜದ ಮೇಲೆ ಬೀರುವ ಅಗತ್ಯ ಕೊಡುಗೆಗಳು ಮತ್ತು ಮಹತ್ವದ ಪರಿಣಾಮಗಳನ್ನು ಗುರುತಿಸಲು, ಗೌರವಿಸಲು ಮತ್ತು ಆಚರಿಸಲು ಇದು ಮೀಸಲಾಗಿರುವ ದಿನವಾಗಿದೆ. NGO ಎಂಬ ಸಂಕ್ಷೇಪಣವು ಸರ್ಕಾರೇತರ ಸಂಸ್ಥೆಯನ್ನು ಸೂಚಿಸುತ್ತದೆ. ಸರ್ಕಾರದಿಂದ ಸ್ವತಂತ್ರವಾಗಿ ಕಾರ್ಯನಿರ್ವಹಿಸುವ ಯಾವುದೇ ಲಾಭರಹಿತ ಸಂಸ್ಥೆಯನ್ನು ಸರ್ಕಾರೇತರ ಸಂಸ್ಥೆ ಎಂದು ಪರಿಗಣಿಸಲಾಗುತ್ತದೆ. 1945 ರಲ್ಲಿ ಹೊಸದಾಗಿ ಬರೆಯಲಾದ ವಿಶ್ವಸಂಸ್ಥೆಯ ಚಾರ್ಟರ್ ಆರ್ಟಿಕಲ್ 71 ಮೊದಲ ಬಾರಿಗೆ ಈ ಪದಗುಚ್ಛವನ್ನು ಬಳಸಿತು. ಲಾಭರಹಿತ ಸಂಸ್ಥೆಗಳು, ನಾಗರಿಕ ಸಮಾಜ ಸಂಸ್ಥೆಗಳು, ದತ್ತಿ ಸಂಸ್ಥೆಗಳು, ಸದಸ್ಯತ್ವ ಸಂಸ್ಥೆಗಳು, ದತ್ತಿಗಳು ಅಥವಾ ಮೂರನೇ ವಲಯ ಎಂದೂ ಕರೆಯಲ್ಪಡುವ ಎನ್‌ಜಿಒಗಳು ಅಭಿವೃದ್ಧಿ, ಮಾನವ ಹಕ್ಕುಗಳು, ಮಾನವೀಯ ನೆರವು, ಲಿಂಗ ಸಮಾನತೆ, ಪರಿಸರ ಮತ್ತು ಇತರ ವಿವಿಧ ಸಾರ್ವಜನಿಕ ಕ್ರಿಯಾ ಕ್ಷೇತ್ರಗಳಲ್ಲಿ ಪ್ರಮುಖ ಪಾತ್ರವಹಿಸುತ್ತವೆ. ಪ್ರಪಂಚದಾದ್ಯಂತದ ಎನ್‌ಜಿಒಗಳ ದಿನಾಂಕ ಫೆಬ್ರವರಿ 27, 2023. ಈ ವರ್ಷ <box>486 1235 638 1401</box>
beauty-tips-badge: ಬ್ಯೂಟಿ ಟಿಪ್ಸ್ <box>270 835 338 854</box>
drama-headline: ಎಲ್ಲರನ್ನೂ ಸೆಳೆವ ನೆಲದ ಬೇರು ಈ ' ನನ್ನೂರು ' ನಾಟಕ <box>538 628 842 648</box>
horoscope-item: ♌ ಸಿಂಹ: ವೈಯಕ್ತಿಕ ಕೆಲಸಗಳಲ್ಲಿ ಭಾಗಿ, ಮನೆಯಲ್ಲಿ ಸಂತಸ, ಉತ್ತಮ ಫಲ, ಎಷ್ಟೇ ಹಣ ಬಂದರೂ ಖರ್ಚು. <box>173 1283 323 1333</box>
